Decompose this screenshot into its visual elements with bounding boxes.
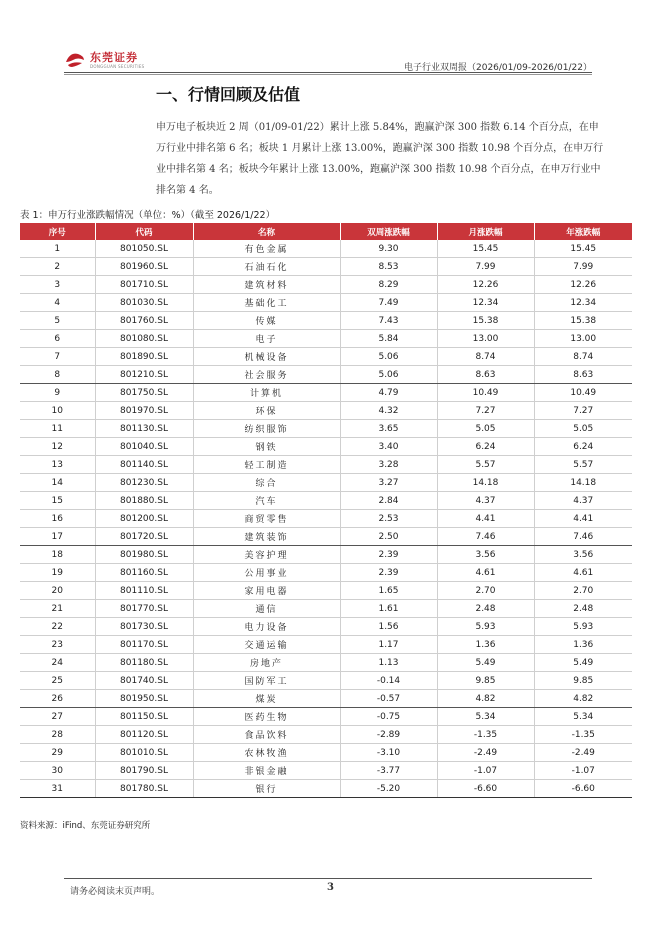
row-index-cell: 19: [20, 564, 95, 582]
footer-divider: [64, 878, 592, 879]
logo-icon: [64, 50, 86, 70]
row-biweekly-cell: 9.30: [340, 240, 437, 258]
header-divider: [64, 72, 592, 73]
row-code-cell: 801150.SL: [95, 708, 193, 726]
table-row: [20, 672, 632, 690]
data-source: 资料来源：iFind、东莞证券研究所: [20, 821, 151, 831]
table-row: [20, 636, 632, 654]
table-header-row: [20, 223, 632, 240]
row-monthly-cell: 4.41: [437, 510, 534, 528]
row-biweekly-cell: 1.17: [340, 636, 437, 654]
row-biweekly-cell: 2.84: [340, 492, 437, 510]
row-yearly-cell: 12.34: [534, 294, 632, 312]
row-code-cell: 801230.SL: [95, 474, 193, 492]
row-index-cell: 26: [20, 690, 95, 708]
row-monthly-cell: 5.34: [437, 708, 534, 726]
row-yearly-cell: 15.38: [534, 312, 632, 330]
row-yearly-cell: 14.18: [534, 474, 632, 492]
row-monthly-cell: 7.46: [437, 528, 534, 546]
row-name-cell: 汽车: [193, 492, 340, 510]
row-index-cell: 27: [20, 708, 95, 726]
row-biweekly-cell: 3.65: [340, 420, 437, 438]
row-monthly-cell: 3.56: [437, 546, 534, 564]
table-row: [20, 762, 632, 780]
row-code-cell: 801120.SL: [95, 726, 193, 744]
row-index-cell: 13: [20, 456, 95, 474]
row-biweekly-cell: -0.75: [340, 708, 437, 726]
row-name-cell: 纺织服饰: [193, 420, 340, 438]
table-row: [20, 780, 632, 798]
table-row: [20, 492, 632, 510]
row-monthly-cell: 1.36: [437, 636, 534, 654]
row-index-cell: 18: [20, 546, 95, 564]
row-name-cell: 钢铁: [193, 438, 340, 456]
table-row: [20, 690, 632, 708]
row-biweekly-cell: -0.57: [340, 690, 437, 708]
row-biweekly-cell: 3.40: [340, 438, 437, 456]
row-index-cell: 15: [20, 492, 95, 510]
row-yearly-cell: 12.26: [534, 276, 632, 294]
row-biweekly-cell: -3.10: [340, 744, 437, 762]
row-code-cell: 801040.SL: [95, 438, 193, 456]
row-index-cell: 1: [20, 240, 95, 258]
row-code-cell: 801050.SL: [95, 240, 193, 258]
row-name-cell: 家用电器: [193, 582, 340, 600]
table-row: [20, 348, 632, 366]
table-row: [20, 510, 632, 528]
row-yearly-cell: 13.00: [534, 330, 632, 348]
row-code-cell: 801960.SL: [95, 258, 193, 276]
row-name-cell: 食品饮料: [193, 726, 340, 744]
table-row: [20, 258, 632, 276]
row-biweekly-cell: 2.53: [340, 510, 437, 528]
row-code-cell: 801980.SL: [95, 546, 193, 564]
row-name-cell: 商贸零售: [193, 510, 340, 528]
row-biweekly-cell: 5.06: [340, 348, 437, 366]
row-yearly-cell: 7.27: [534, 402, 632, 420]
row-name-cell: 有色金属: [193, 240, 340, 258]
row-name-cell: 非银金融: [193, 762, 340, 780]
row-name-cell: 煤炭: [193, 690, 340, 708]
row-index-cell: 7: [20, 348, 95, 366]
header-cell-index: 序号: [20, 223, 95, 240]
row-biweekly-cell: 3.28: [340, 456, 437, 474]
table-row: [20, 294, 632, 312]
row-yearly-cell: -6.60: [534, 780, 632, 798]
row-yearly-cell: 6.24: [534, 438, 632, 456]
row-biweekly-cell: -2.89: [340, 726, 437, 744]
row-yearly-cell: -1.07: [534, 762, 632, 780]
row-biweekly-cell: 1.61: [340, 600, 437, 618]
table-row: [20, 366, 632, 384]
row-monthly-cell: 2.48: [437, 600, 534, 618]
row-monthly-cell: 4.37: [437, 492, 534, 510]
row-code-cell: 801750.SL: [95, 384, 193, 402]
header-cell-biweekly: 双周涨跌幅: [340, 223, 437, 240]
row-monthly-cell: 8.63: [437, 366, 534, 384]
row-index-cell: 31: [20, 780, 95, 798]
table-caption: 表 1：申万行业涨跌幅情况（单位：%）（截至 2026/1/22）: [20, 210, 276, 221]
row-index-cell: 3: [20, 276, 95, 294]
row-yearly-cell: 10.49: [534, 384, 632, 402]
row-code-cell: 801970.SL: [95, 402, 193, 420]
row-yearly-cell: 2.70: [534, 582, 632, 600]
row-index-cell: 28: [20, 726, 95, 744]
row-name-cell: 计算机: [193, 384, 340, 402]
row-yearly-cell: 3.56: [534, 546, 632, 564]
row-monthly-cell: -1.07: [437, 762, 534, 780]
table-row: [20, 420, 632, 438]
table-row: [20, 744, 632, 762]
row-index-cell: 24: [20, 654, 95, 672]
row-code-cell: 801760.SL: [95, 312, 193, 330]
row-name-cell: 综合: [193, 474, 340, 492]
row-code-cell: 801770.SL: [95, 600, 193, 618]
row-index-cell: 29: [20, 744, 95, 762]
row-code-cell: 801080.SL: [95, 330, 193, 348]
table-row: [20, 384, 632, 402]
table-row: [20, 402, 632, 420]
row-biweekly-cell: 1.56: [340, 618, 437, 636]
summary-paragraph: 申万电子板块近 2 周（01/09-01/22）累计上涨 5.84%，跑赢沪深 300 指数 6.14 个百分点，在申万行业中排名第 6 名；板块 1 月累计上涨 13.00%，跑赢沪深 300 指数 10.98 个百分点，在申万行业中排名第 4 名；板块今年累计上涨 13.00%，跑赢沪深 300 指数 10.98 个百分点，在申万行业中排名第 4 名。: [156, 122, 604, 196]
row-code-cell: 801720.SL: [95, 528, 193, 546]
row-index-cell: 17: [20, 528, 95, 546]
row-monthly-cell: -6.60: [437, 780, 534, 798]
row-monthly-cell: 4.61: [437, 564, 534, 582]
row-yearly-cell: 7.99: [534, 258, 632, 276]
industry-returns-table: [20, 223, 632, 798]
row-yearly-cell: 4.82: [534, 690, 632, 708]
row-name-cell: 机械设备: [193, 348, 340, 366]
header-cell-code: 代码: [95, 223, 193, 240]
row-name-cell: 基础化工: [193, 294, 340, 312]
row-yearly-cell: 5.93: [534, 618, 632, 636]
row-monthly-cell: 15.38: [437, 312, 534, 330]
row-biweekly-cell: 4.79: [340, 384, 437, 402]
row-index-cell: 22: [20, 618, 95, 636]
row-monthly-cell: 2.70: [437, 582, 534, 600]
row-code-cell: 801200.SL: [95, 510, 193, 528]
row-monthly-cell: 4.82: [437, 690, 534, 708]
row-code-cell: 801740.SL: [95, 672, 193, 690]
row-code-cell: 801210.SL: [95, 366, 193, 384]
row-biweekly-cell: 5.06: [340, 366, 437, 384]
row-index-cell: 12: [20, 438, 95, 456]
header-cell-name: 名称: [193, 223, 340, 240]
table-row: [20, 654, 632, 672]
page-number: 3: [327, 882, 334, 893]
table-row: [20, 240, 632, 258]
row-monthly-cell: 10.49: [437, 384, 534, 402]
row-yearly-cell: 5.49: [534, 654, 632, 672]
logo-subtext: DONGGUAN SECURITIES: [90, 63, 145, 69]
row-monthly-cell: 5.05: [437, 420, 534, 438]
row-yearly-cell: 9.85: [534, 672, 632, 690]
row-biweekly-cell: 3.27: [340, 474, 437, 492]
row-biweekly-cell: 2.50: [340, 528, 437, 546]
table-row: [20, 564, 632, 582]
row-name-cell: 国防军工: [193, 672, 340, 690]
table-row: [20, 582, 632, 600]
row-code-cell: 801890.SL: [95, 348, 193, 366]
row-name-cell: 美容护理: [193, 546, 340, 564]
row-index-cell: 23: [20, 636, 95, 654]
row-index-cell: 16: [20, 510, 95, 528]
row-name-cell: 社会服务: [193, 366, 340, 384]
row-name-cell: 电子: [193, 330, 340, 348]
row-monthly-cell: 7.99: [437, 258, 534, 276]
row-yearly-cell: -2.49: [534, 744, 632, 762]
section-title: 一、行情回顾及估值: [156, 85, 301, 104]
row-index-cell: 25: [20, 672, 95, 690]
table-row: [20, 726, 632, 744]
row-yearly-cell: 1.36: [534, 636, 632, 654]
row-name-cell: 银行: [193, 780, 340, 798]
row-code-cell: 801010.SL: [95, 744, 193, 762]
table-row: [20, 528, 632, 546]
header-cell-monthly: 月涨跌幅: [437, 223, 534, 240]
header-divider-thin: [64, 74, 592, 75]
row-monthly-cell: 12.26: [437, 276, 534, 294]
row-index-cell: 5: [20, 312, 95, 330]
row-yearly-cell: 8.63: [534, 366, 632, 384]
row-biweekly-cell: -3.77: [340, 762, 437, 780]
row-name-cell: 石油石化: [193, 258, 340, 276]
row-monthly-cell: 13.00: [437, 330, 534, 348]
row-monthly-cell: 14.18: [437, 474, 534, 492]
row-monthly-cell: 5.93: [437, 618, 534, 636]
row-index-cell: 20: [20, 582, 95, 600]
row-code-cell: 801140.SL: [95, 456, 193, 474]
footer-disclaimer: 请务必阅读末页声明。: [70, 887, 161, 897]
row-yearly-cell: 4.37: [534, 492, 632, 510]
row-monthly-cell: 5.57: [437, 456, 534, 474]
row-code-cell: 801170.SL: [95, 636, 193, 654]
row-yearly-cell: 5.57: [534, 456, 632, 474]
table-row: [20, 600, 632, 618]
row-name-cell: 传媒: [193, 312, 340, 330]
row-biweekly-cell: -0.14: [340, 672, 437, 690]
row-name-cell: 医药生物: [193, 708, 340, 726]
table-row: [20, 438, 632, 456]
row-code-cell: 801710.SL: [95, 276, 193, 294]
row-code-cell: 801180.SL: [95, 654, 193, 672]
row-index-cell: 9: [20, 384, 95, 402]
row-index-cell: 14: [20, 474, 95, 492]
header-cell-yearly: 年涨跌幅: [534, 223, 632, 240]
row-name-cell: 农林牧渔: [193, 744, 340, 762]
logo-text: 东莞证券: [90, 50, 138, 64]
row-biweekly-cell: 2.39: [340, 564, 437, 582]
row-monthly-cell: 7.27: [437, 402, 534, 420]
row-biweekly-cell: 7.49: [340, 294, 437, 312]
row-monthly-cell: 5.49: [437, 654, 534, 672]
table-row: [20, 276, 632, 294]
row-monthly-cell: 12.34: [437, 294, 534, 312]
table-row: [20, 546, 632, 564]
table-row: [20, 708, 632, 726]
row-index-cell: 30: [20, 762, 95, 780]
row-yearly-cell: 8.74: [534, 348, 632, 366]
row-code-cell: 801880.SL: [95, 492, 193, 510]
row-name-cell: 轻工制造: [193, 456, 340, 474]
row-index-cell: 4: [20, 294, 95, 312]
row-yearly-cell: -1.35: [534, 726, 632, 744]
table-body: [20, 240, 632, 798]
row-biweekly-cell: 1.65: [340, 582, 437, 600]
table-row: [20, 474, 632, 492]
row-code-cell: 801780.SL: [95, 780, 193, 798]
row-monthly-cell: 9.85: [437, 672, 534, 690]
row-code-cell: 801790.SL: [95, 762, 193, 780]
report-title: 电子行业双周报（2026/01/09-2026/01/22）: [404, 63, 592, 73]
row-biweekly-cell: 1.13: [340, 654, 437, 672]
table-row: [20, 312, 632, 330]
row-yearly-cell: 4.41: [534, 510, 632, 528]
row-monthly-cell: -2.49: [437, 744, 534, 762]
row-monthly-cell: 15.45: [437, 240, 534, 258]
row-name-cell: 电力设备: [193, 618, 340, 636]
row-index-cell: 6: [20, 330, 95, 348]
row-code-cell: 801030.SL: [95, 294, 193, 312]
row-name-cell: 建筑装饰: [193, 528, 340, 546]
table-row: [20, 330, 632, 348]
company-logo: [64, 48, 144, 72]
row-code-cell: 801950.SL: [95, 690, 193, 708]
row-name-cell: 建筑材料: [193, 276, 340, 294]
row-monthly-cell: -1.35: [437, 726, 534, 744]
row-yearly-cell: 5.34: [534, 708, 632, 726]
row-monthly-cell: 6.24: [437, 438, 534, 456]
row-index-cell: 10: [20, 402, 95, 420]
row-biweekly-cell: 7.43: [340, 312, 437, 330]
row-yearly-cell: 5.05: [534, 420, 632, 438]
row-biweekly-cell: 8.29: [340, 276, 437, 294]
row-biweekly-cell: 2.39: [340, 546, 437, 564]
row-yearly-cell: 4.61: [534, 564, 632, 582]
row-name-cell: 通信: [193, 600, 340, 618]
row-code-cell: 801730.SL: [95, 618, 193, 636]
row-code-cell: 801130.SL: [95, 420, 193, 438]
row-code-cell: 801160.SL: [95, 564, 193, 582]
row-biweekly-cell: 4.32: [340, 402, 437, 420]
row-biweekly-cell: 8.53: [340, 258, 437, 276]
table-row: [20, 456, 632, 474]
row-name-cell: 公用事业: [193, 564, 340, 582]
row-yearly-cell: 7.46: [534, 528, 632, 546]
row-index-cell: 8: [20, 366, 95, 384]
row-name-cell: 房地产: [193, 654, 340, 672]
row-biweekly-cell: 5.84: [340, 330, 437, 348]
row-yearly-cell: 2.48: [534, 600, 632, 618]
row-name-cell: 环保: [193, 402, 340, 420]
row-biweekly-cell: -5.20: [340, 780, 437, 798]
table-row: [20, 618, 632, 636]
row-index-cell: 2: [20, 258, 95, 276]
row-index-cell: 21: [20, 600, 95, 618]
row-index-cell: 11: [20, 420, 95, 438]
row-monthly-cell: 8.74: [437, 348, 534, 366]
row-yearly-cell: 15.45: [534, 240, 632, 258]
row-name-cell: 交通运输: [193, 636, 340, 654]
row-code-cell: 801110.SL: [95, 582, 193, 600]
